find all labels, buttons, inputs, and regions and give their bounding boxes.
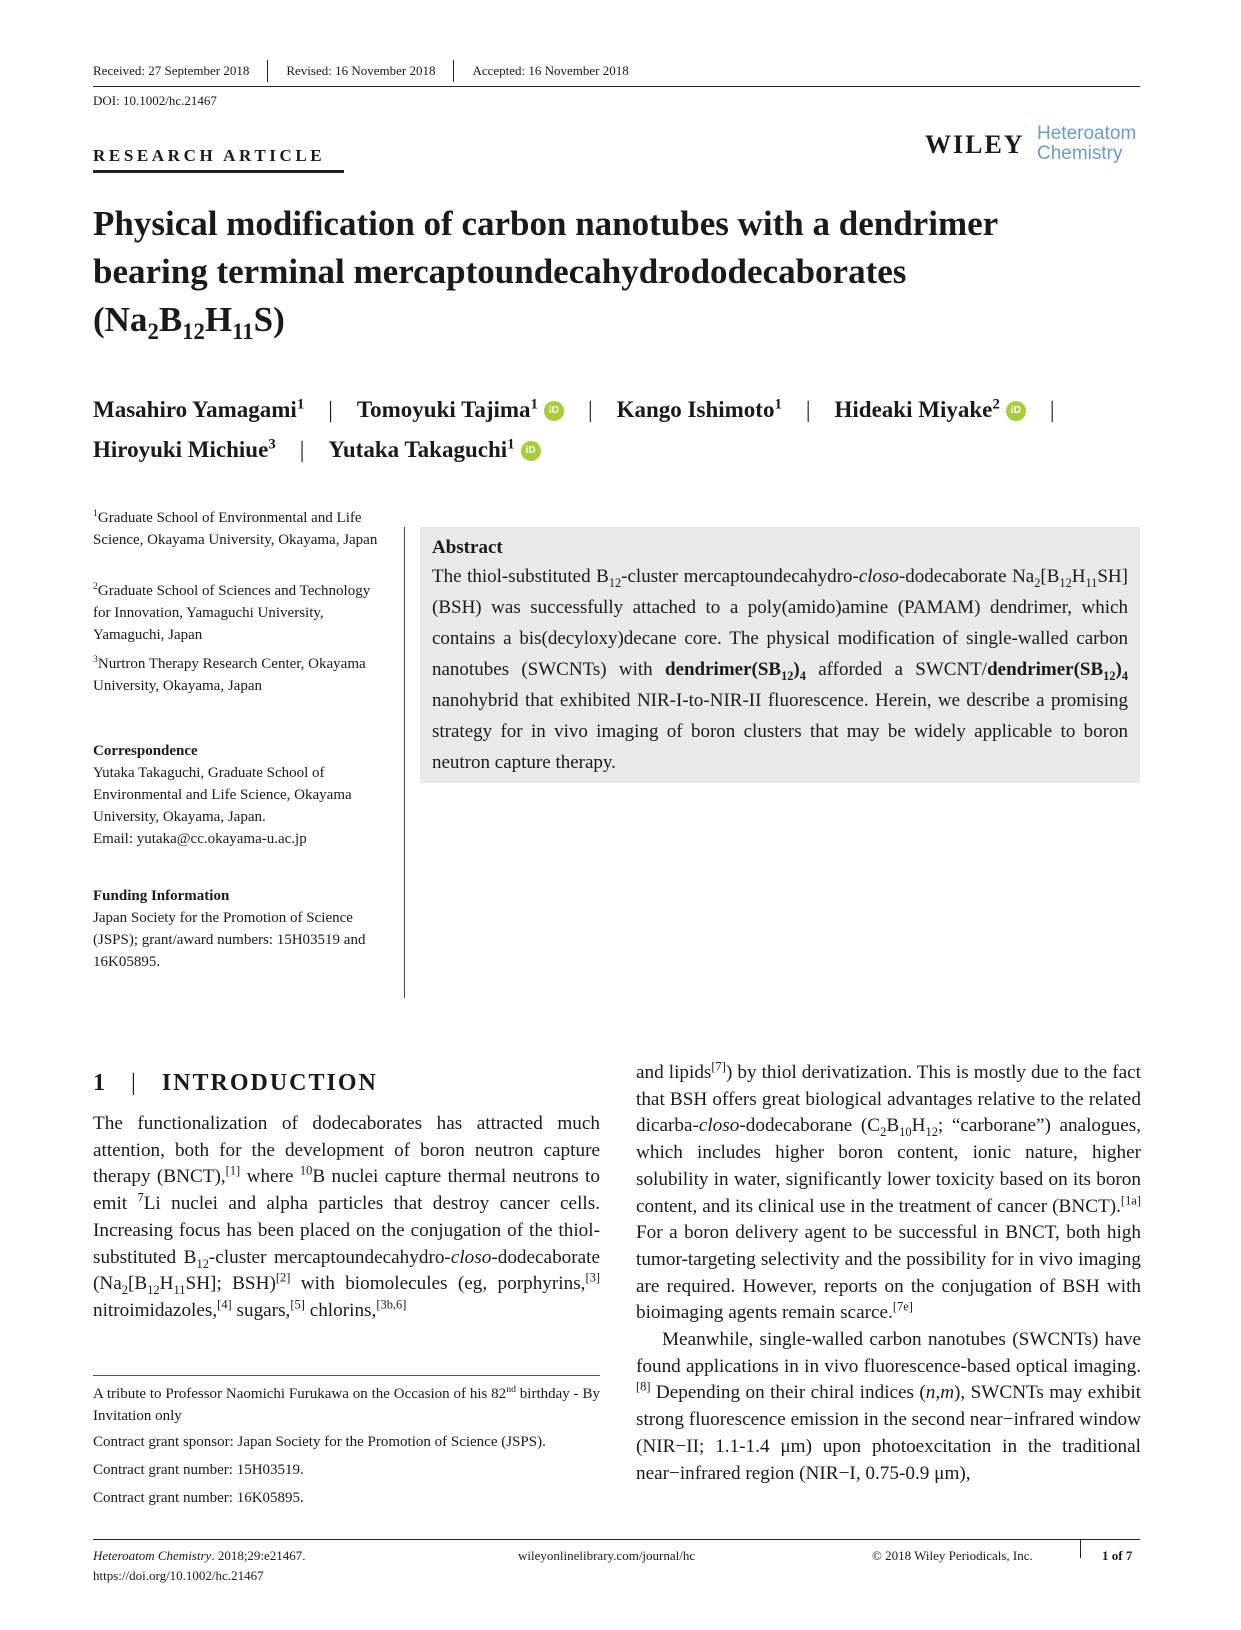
footnote-grant-2: Contract grant number: 16K05895. <box>93 1490 304 1506</box>
citation: Heteroatom Chemistry. 2018;29:e21467. https://doi.org/10.1002/hc.21467 <box>93 1548 306 1583</box>
page-number: 1 of 7 <box>1102 1548 1133 1563</box>
history-dates <box>93 62 1140 80</box>
copyright: © 2018 Wiley Periodicals, Inc. <box>872 1548 1033 1563</box>
footnote-tribute: A tribute to Professor Naomichi Furukawa on the Occasion of his 82nd birthday - By Invitation only <box>93 1384 600 1424</box>
author-list <box>93 390 1143 470</box>
divider <box>267 60 268 82</box>
orcid-icon[interactable]: iD <box>521 441 541 461</box>
paragraph: Meanwhile, single-walled carbon nanotubes (SWCNTs) have found applications in in vivo fluorescence-based optical imaging.[8] Depending on their chiral indices (n,m), SWCNTs may exhibit strong fluorescence emission in the second near−infrared window (NIR−II; 1.1-1.4 μm) upon photoexcitation in the traditional near−infrared region (NIR−I, 0.75-0.9 μm), <box>636 1329 1141 1484</box>
revised-date: Revised: 16 November 2018 <box>286 63 436 78</box>
separator: | <box>588 397 593 422</box>
title-formula: $(Na_2B_{12}H_{11}S)$ <box>93 300 285 344</box>
affiliation-1: $^1$Graduate School of Environmental and Life Science, Okayama University, Okayama, Japan <box>93 508 378 548</box>
correspondence <box>93 740 383 850</box>
separator: | <box>1049 397 1055 422</box>
author[interactable]: Yutaka Takaguchi$^1$ <box>328 436 515 462</box>
intro-column-2 <box>636 1060 1141 1487</box>
title-line2: bearing terminal mercaptoundecahydrododecaborates <box>93 252 907 291</box>
article-title <box>93 200 1133 344</box>
funding-heading: Funding Information <box>93 888 230 904</box>
journal-logo <box>1037 124 1136 164</box>
author[interactable]: Kango Ishimoto$^1$ <box>616 396 782 422</box>
title-line1: Physical modification of carbon nanotubes with a dendrimer <box>93 204 999 243</box>
orcid-icon[interactable]: iD <box>544 401 564 421</box>
separator: | <box>805 397 811 422</box>
doi: DOI: 10.1002/hc.21467 <box>93 93 217 108</box>
abstract-text: The thiol-substituted $B_{12}$-cluster mercaptoundecahydro-closo-dodecaborate $Na_2[B_{12}H_{11}SH]$ (BSH) was successfully attached to a poly(amido)amine (PAMAM) dendrimer, which contains a bis(decyloxy)decane core. The physical modification of single-walled carbon nanotubes (SWCNTs) with $dendrimer(SB_{12})_4$ afforded a SWCNT/$dendrimer(SB_{12})_4$ nanohybrid that exhibited NIR-I-to-NIR-II fluorescence. Herein, we describe a promising strategy for in vivo imaging of boron clusters that may be widely applicable to boron neutron capture therapy. <box>432 566 1129 773</box>
separator: | <box>328 397 333 422</box>
footnote-sponsor: Contract grant sponsor: Japan Society for the Promotion of Science (JSPS). <box>93 1434 546 1450</box>
column-divider <box>404 527 405 998</box>
paragraph: and lipids[7]) by thiol derivatization. This is mostly due to the fact that BSH offers great biological advantages relative to the related dicarba-closo-dodecaborane ($C_2B_{10}H_{12}$; “carborane”) analogues, which includes higher boron content, ionic nature, higher solubility in water, significantly lower toxicity based on its boron content, and its clinical use in the treatment of cancer (BNCT).[1a] For a boron delivery agent to be successful in BNCT, both high tumor-targeting selectivity and the possibility for in vivo imaging are required. However, reports on the conjugation of BSH with bioimaging agents remain scarce.[7e] <box>636 1059 1141 1324</box>
author[interactable]: Hideaki Miyake$^2$ <box>834 396 1000 422</box>
header-rule <box>93 86 1140 87</box>
abstract-box <box>420 527 1140 783</box>
doi-link[interactable]: https://doi.org/10.1002/hc.21467 <box>93 1568 264 1583</box>
journal-name-line2: Chemistry <box>1037 143 1123 164</box>
author[interactable]: Hiroyuki Michiue$^3$ <box>93 436 276 462</box>
funding <box>93 885 383 973</box>
correspondence-email[interactable]: Email: yutaka@cc.okayama-u.ac.jp <box>93 831 307 847</box>
journal-name-line1: Heteroatom <box>1037 123 1137 144</box>
divider <box>453 60 454 82</box>
author[interactable]: Masahiro Yamagami$^1$ <box>93 396 305 422</box>
correspondence-heading: Correspondence <box>93 743 198 759</box>
correspondence-text: Yutaka Takaguchi, Graduate School of Environmental and Life Science, Okayama University, Okayama, Japan. <box>93 765 352 825</box>
author[interactable]: Tomoyuki Tajima$^1$ <box>356 396 538 422</box>
affiliation-3: $^3$Nurtron Therapy Research Center, Okayama University, Okayama, Japan <box>93 654 366 694</box>
divider <box>1080 1540 1081 1558</box>
separator: | <box>299 437 305 462</box>
accepted-date: Accepted: 16 November 2018 <box>472 63 629 78</box>
footer-rule <box>93 1539 1140 1540</box>
footnote-rule <box>93 1375 600 1376</box>
funding-text: Japan Society for the Promotion of Science (JSPS); grant/award numbers: 15H03519 and 16K05895. <box>93 910 366 970</box>
article-type-underline <box>93 170 344 173</box>
affiliation-2: $^2$Graduate School of Sciences and Technology for Innovation, Yamaguchi University, Yamaguchi, Japan <box>93 581 371 643</box>
section-heading: 1 | INTRODUCTION <box>93 1070 378 1096</box>
abstract-heading: Abstract <box>432 537 503 558</box>
journal-url[interactable]: wileyonlinelibrary.com/journal/hc <box>518 1548 696 1563</box>
received-date: Received: 27 September 2018 <box>93 63 250 78</box>
publisher-logo: WILEY <box>925 130 1025 159</box>
orcid-icon[interactable]: iD <box>1006 401 1026 421</box>
intro-column-1: The functionalization of dodecaborates has attracted much attention, both for the development of boron neutron capture therapy (BNCT),[1] where $^{10}$B nuclei capture thermal neutrons to emit $^7$Li nuclei and alpha particles that destroy cancer cells. Increasing focus has been placed on the conjugation of the thiol-substituted $B_{12}$-cluster mercaptoundecahydro-closo-dodecaborate ($Na_2[B_{12}H_{11}SH]$; BSH)[2] with biomolecules (eg, porphyrins,[3] nitroimidazoles,[4] sugars,[5] chlorins,[3b,6] <box>93 1113 601 1321</box>
footnote-grant-1: Contract grant number: 15H03519. <box>93 1462 304 1478</box>
article-type: RESEARCH ARTICLE <box>93 146 326 165</box>
